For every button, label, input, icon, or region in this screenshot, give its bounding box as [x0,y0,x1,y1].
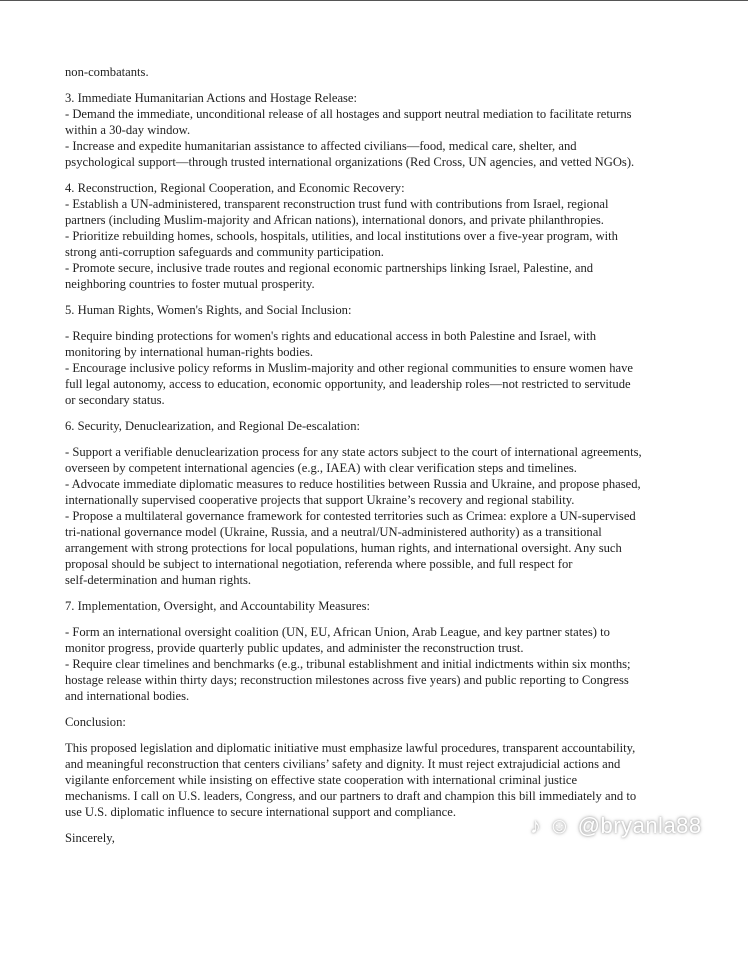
text-line: - Establish a UN-administered, transparent reconstruction trust fund with contributions from Israel, regional [65,197,609,211]
text-line: vigilante enforcement while insisting on effective state cooperation with international criminal justice [65,773,578,787]
text-line: - Increase and expedite humanitarian assistance to affected civilians—food, medical care, shelter, and [65,139,577,153]
text-line: 3. Immediate Humanitarian Actions and Hostage Release: [65,91,358,105]
section-7-heading [65,598,705,614]
text-line: mechanisms. I call on U.S. leaders, Congress, and our partners to draft and champion this bill immediately and to [65,789,637,803]
text-line: 7. Implementation, Oversight, and Accountability Measures: [65,599,370,613]
text-line: overseen by competent international agencies (e.g., IAEA) with clear verification steps and timelines. [65,461,577,475]
text-line: - Require binding protections for women's rights and educational access in both Palestine and Israel, with [65,329,597,343]
text-line: 4. Reconstruction, Regional Cooperation, and Economic Recovery: [65,181,405,195]
text-line: internationally supervised cooperative projects that support Ukraine’s recovery and regional stability. [65,493,575,507]
text-line: psychological support—through trusted international organizations (Red Cross, UN agencies, and vetted NGOs). [65,155,635,169]
text-line: - Support a verifiable denuclearization process for any state actors subject to the court of international agreements, [65,445,642,459]
section-5-heading [65,302,705,318]
text-line: monitor progress, provide quarterly public updates, and administer the reconstruction trust. [65,641,524,655]
text-line: 5. Human Rights, Women's Rights, and Social Inclusion: [65,303,352,317]
text-line: hostage release within thirty days; reconstruction milestones across five years) and public reporting to Congress [65,673,629,687]
text-line: and international bodies. [65,689,190,703]
text-line: - Prioritize rebuilding homes, schools, hospitals, utilities, and local institutions over a five-year program, with [65,229,618,243]
conclusion-heading [65,714,705,730]
text-line: arrangement with strong protections for local populations, human rights, and international oversight. Any such [65,541,622,555]
text-line: partners (including Muslim-majority and African nations), international donors, and private philanthropies. [65,213,604,227]
text-line: - Encourage inclusive policy reforms in Muslim-majority and other regional communities to ensure women have [65,361,633,375]
text-line: monitoring by international human-rights bodies. [65,345,313,359]
text-line: neighboring countries to foster mutual prosperity. [65,277,315,291]
text-line: - Advocate immediate diplomatic measures to reduce hostilities between Russia and Ukraine, and propose phased, [65,477,641,491]
text-line: full legal autonomy, access to education, economic opportunity, and leadership roles—not restricted to servitude [65,377,631,391]
text-line: - Form an international oversight coalition (UN, EU, African Union, Arab League, and key partner states) to [65,625,610,639]
text-line: Conclusion: [65,715,126,729]
text-line: or secondary status. [65,393,165,407]
section-5-body [65,328,705,408]
text-line: self-determination and human rights. [65,573,252,587]
text-line: - Demand the immediate, unconditional release of all hostages and support neutral mediation to facilitate returns [65,107,632,121]
text-line: This proposed legislation and diplomatic initiative must emphasize lawful procedures, transparent accountability, [65,741,636,755]
text-line: Sincerely, [65,831,115,845]
document-body [65,64,705,856]
tiktok-watermark: ♪ ☺ @bryanla88 [530,813,702,838]
section-7-body [65,624,705,704]
section-4 [65,180,705,292]
text-line: within a 30-day window. [65,123,191,137]
section-6-heading [65,418,705,434]
text-line: 6. Security, Denuclearization, and Regional De-escalation: [65,419,361,433]
section-6-body [65,444,705,588]
continued-text [65,64,705,80]
text-line: use U.S. diplomatic influence to secure international support and compliance. [65,805,456,819]
text-line: - Propose a multilateral governance framework for contested territories such as Crimea: explore a UN-supervised [65,509,636,523]
conclusion-body [65,740,705,820]
text-line: tri-national governance model (Ukraine, Russia, and a neutral/UN-administered authority) as a transitional [65,525,602,539]
text-line: strong anti-corruption safeguards and community participation. [65,245,384,259]
text-line: - Promote secure, inclusive trade routes and regional economic partnerships linking Israel, Palestine, and [65,261,594,275]
text-line: proposal should be subject to international negotiation, referenda where possible, and full respect for [65,557,573,571]
text-line: and meaningful reconstruction that centers civilians’ safety and dignity. It must reject extrajudicial actions and [65,757,621,771]
text-line: non-combatants. [65,65,149,79]
section-3 [65,90,705,170]
text-line: - Require clear timelines and benchmarks (e.g., tribunal establishment and initial indictments within six months; [65,657,631,671]
